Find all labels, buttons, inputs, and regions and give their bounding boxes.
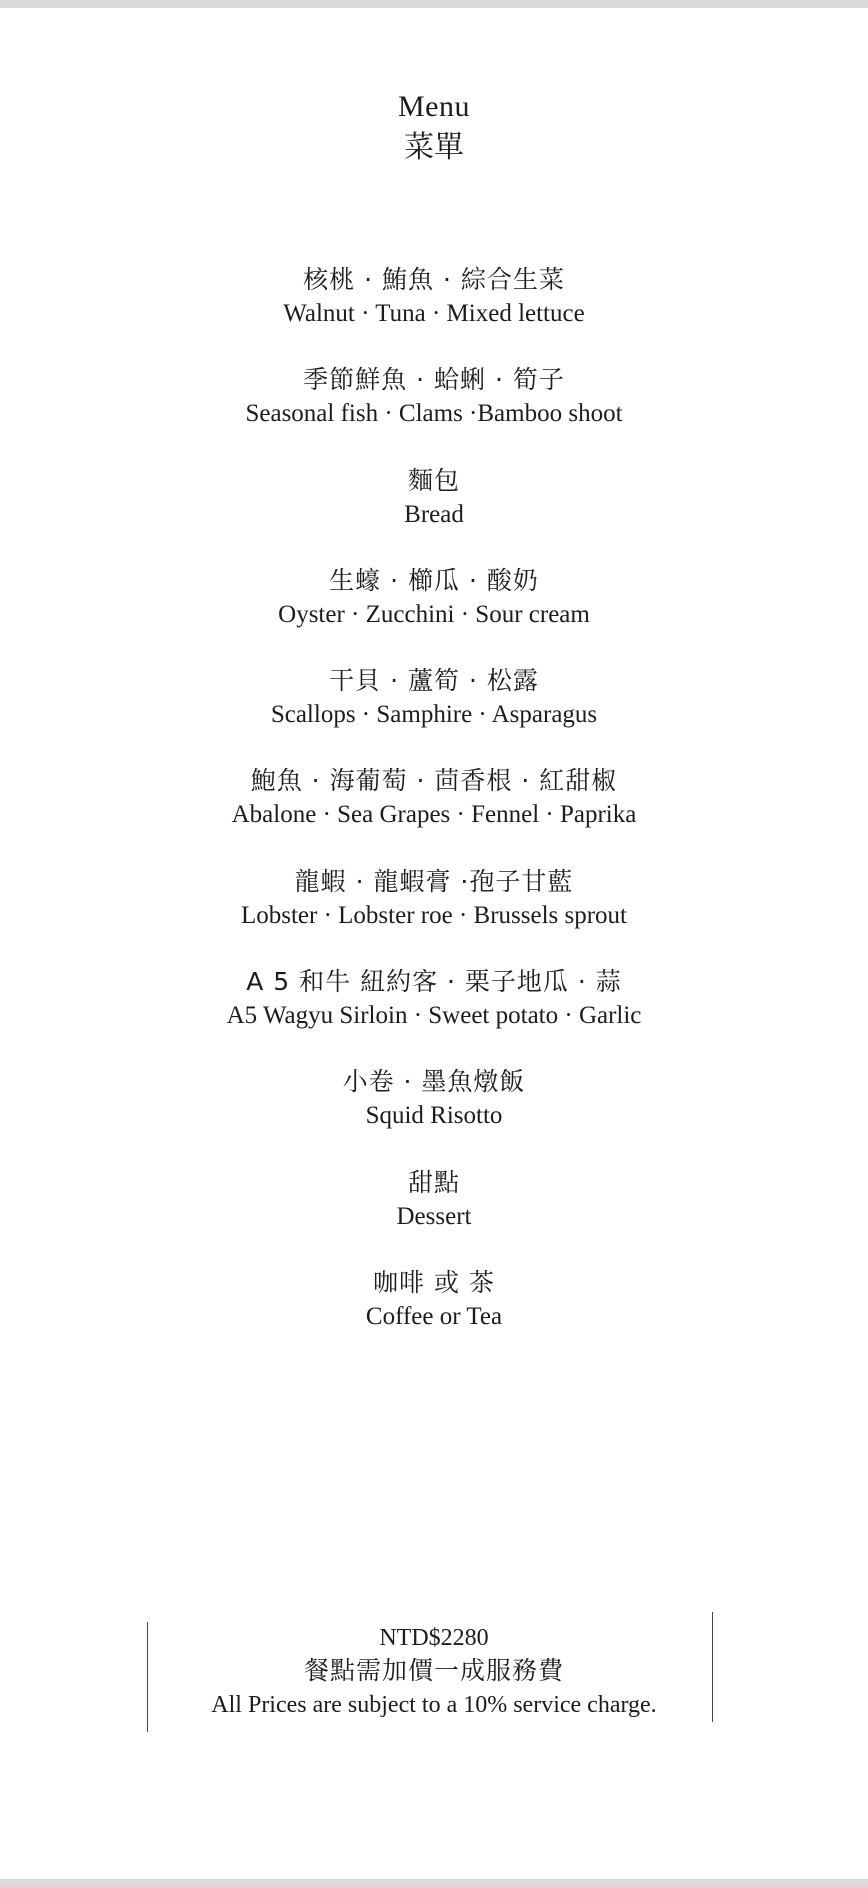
course-name-en: Abalone · Sea Grapes · Fennel · Paprika — [231, 801, 637, 829]
course-name-en: Scallops · Samphire · Asparagus — [270, 701, 598, 729]
course-name-en: Oyster · Zucchini · Sour cream — [278, 600, 590, 628]
course-item — [0, 1165, 868, 1265]
course-item — [0, 463, 868, 563]
course-name-zh: 龍蝦 · 龍蝦膏 ·孢子甘藍 — [294, 866, 574, 896]
course-item — [0, 663, 868, 763]
course-list — [0, 262, 868, 1365]
price-footer — [0, 1622, 868, 1722]
course-name-zh: 鮑魚 · 海葡萄 · 茴香根 · 紅甜椒 — [250, 766, 618, 796]
course-item — [0, 964, 868, 1064]
course-name-zh: 小卷 · 墨魚燉飯 — [342, 1067, 526, 1097]
course-item — [0, 362, 868, 462]
service-charge-zh: 餐點需加價一成服務費 — [303, 1656, 564, 1685]
course-name-en: Lobster · Lobster roe · Brussels sprout — [240, 901, 628, 929]
bottom-edge-bar — [0, 1879, 868, 1887]
course-name-zh: 核桃 · 鮪魚 · 綜合生菜 — [303, 265, 565, 294]
course-name-zh: 季節鮮魚 · 蛤蜊 · 筍子 — [303, 365, 565, 395]
menu-title-zh: 菜單 — [404, 130, 464, 165]
course-name-en: Bread — [404, 500, 464, 528]
course-name-en: Dessert — [396, 1202, 472, 1230]
course-name-en: Squid Risotto — [365, 1102, 503, 1130]
menu-title-en: Menu — [398, 90, 470, 123]
menu-header — [0, 88, 868, 168]
course-name-zh: 咖啡 或 茶 — [373, 1267, 495, 1297]
service-charge-en: All Prices are subject to a 10% service charge. — [211, 1692, 657, 1718]
course-name-en: Seasonal fish · Clams ·Bamboo shoot — [245, 400, 623, 428]
course-name-zh: A 5 和牛 紐約客 · 栗子地瓜 · 蒜 — [246, 967, 622, 997]
course-item — [0, 1265, 868, 1365]
course-name-en: Coffee or Tea — [365, 1302, 503, 1330]
course-item — [0, 763, 868, 863]
course-name-zh: 生蠔 · 櫛瓜 · 酸奶 — [329, 565, 539, 595]
course-item — [0, 563, 868, 663]
course-item — [0, 262, 868, 362]
course-name-zh: 麵包 — [407, 465, 460, 495]
course-name-zh: 干貝 · 蘆筍 · 松露 — [329, 666, 539, 696]
course-item — [0, 1064, 868, 1164]
course-name-en: A5 Wagyu Sirloin · Sweet potato · Garlic — [226, 1002, 642, 1030]
course-name-en: Walnut · Tuna · Mixed lettuce — [283, 300, 585, 327]
price-text: NTD$2280 — [379, 1625, 489, 1651]
top-edge-bar — [0, 0, 868, 8]
course-item — [0, 864, 868, 964]
course-name-zh: 甜點 — [407, 1167, 460, 1197]
